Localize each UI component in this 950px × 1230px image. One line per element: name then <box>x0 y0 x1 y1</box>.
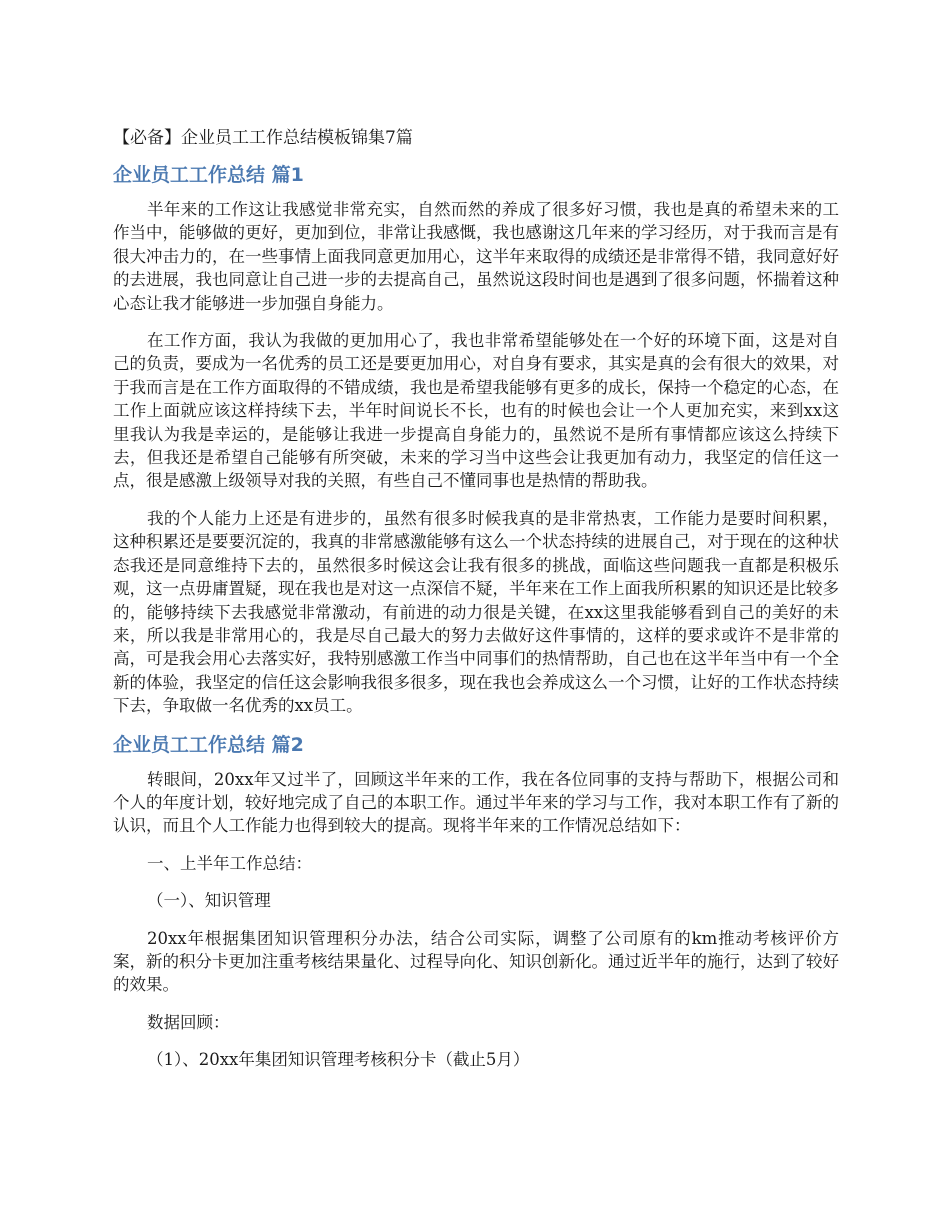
paragraph: 半年来的工作这让我感觉非常充实，自然而然的养成了很多好习惯，我也是真的希望未来的工作当中，能够做的更好，更加到位，非常让我感慨，我也感谢这几年来的学习经历，对于我而言是有很大冲击力的，在一些事情上面我同意更加用心，这半年来取得的成绩还是非常得不错，我同意好好的去进展，我也同意让自己进一步的去提高自己，虽然说这段时间也是遇到了很多问题，怀揣着这种心态让我才能够进一步加强自身能力。 <box>113 200 839 313</box>
section-heading-1: 企业员工工作总结 篇1 <box>113 164 304 186</box>
document-title: 【必备】企业员工工作总结模板锦集7篇 <box>113 128 413 148</box>
section-2 <box>113 732 839 1072</box>
section-1 <box>113 162 839 718</box>
document-page <box>113 126 839 1086</box>
list-heading: 一、上半年工作总结： <box>147 853 312 873</box>
paragraph: 在工作方面，我认为我做的更加用心了，我也非常希望能够处在一个好的环境下面，这是对自己的负责，要成为一名优秀的员工还是要更加用心，对自身有要求，其实是真的会有很大的效果，对于我而言是在工作方面取得的不错成绩，我也是希望我能够有更多的成长，保持一个稳定的心态，在工作上面就应该这样持续下去，半年时间说长不长，也有的时候也会让一个人更加充实，来到xx这里我认为我是幸运的，是能够让我进一步提高自身能力的，虽然说不是所有事情都应该这么持续下去，但我还是希望自己能够有所突破，未来的学习当中这些会让我更加有动力，我坚定的信任这一点，很是感激上级领导对我的关照，有些自己不懂同事也是热情的帮助我。 <box>113 331 839 491</box>
paragraph: 数据回顾： <box>147 1012 230 1032</box>
paragraph: 我的个人能力上还是有进步的，虽然有很多时候我真的是非常热衷，工作能力是要时间积累，这种积累还是要要沉淀的，我真的非常感激能够有这么一个状态持续的进展自己，对于现在的这种状态我还是同意维持下去的，虽然很多时候这会让我有很多的挑战，面临这些问题我一直都是积极乐观，这一点毋庸置疑，现在我也是对这一点深信不疑，半年来在工作上面我所积累的知识还是比较多的，能够持续下去我感觉非常激动，有前进的动力很是关键，在xx这里我能够看到自己的美好的未来，所以我是非常用心的，我是尽自己最大的努力去做好这件事情的，这样的要求或许不是非常的高，可是我会用心去落实好，我特别感激工作当中同事们的热情帮助，自己也在这半年当中有一个全新的体验，我坚定的信任这会影响我很多很多，现在我也会养成这么一个习惯，让好的工作状态持续下去，争取做一名优秀的xx员工。 <box>113 508 839 716</box>
paragraph: （1）、20xx年集团知识管理考核积分卡（截止5月） <box>147 1050 530 1070</box>
paragraph: 20xx年根据集团知识管理积分办法，结合公司实际，调整了公司原有的km推动考核评价方案，新的积分卡更加注重考核结果量化、过程导向化、知识创新化。通过近半年的施行，达到了较好的效果。 <box>113 928 839 995</box>
section-heading-2: 企业员工工作总结 篇2 <box>113 733 304 756</box>
sub-heading: （一）、知识管理 <box>147 891 271 911</box>
paragraph: 转眼间，20xx年又过半了，回顾这半年来的工作，我在各位同事的支持与帮助下，根据公司和个人的年度计划，较好地完成了自己的本职工作。通过半年来的学习与工作，我对本职工作有了新的认识，而且个人工作能力也得到较大的提高。现将半年来的工作情况总结如下： <box>113 769 839 836</box>
